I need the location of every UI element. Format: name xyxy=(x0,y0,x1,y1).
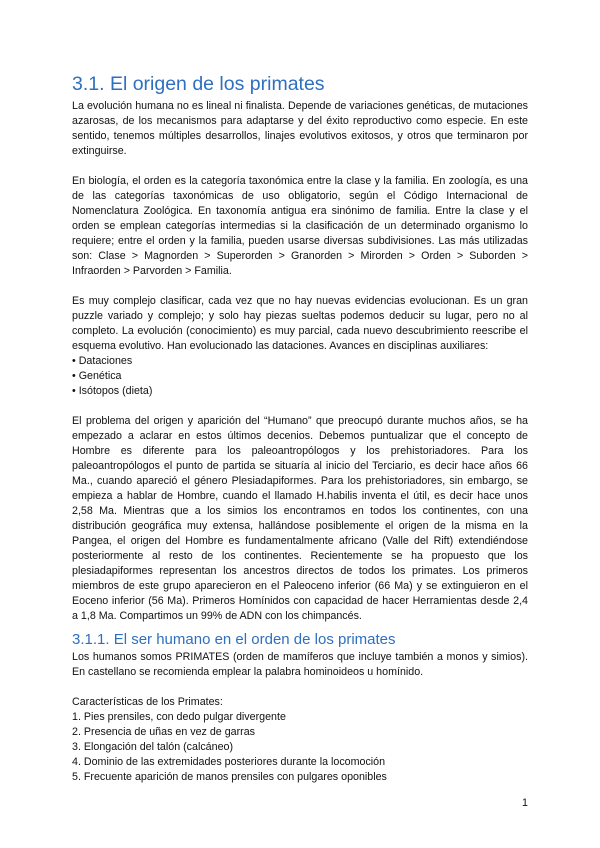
paragraph-intro: La evolución humana no es lineal ni finalista. Depende de variaciones genéticas, de mutaciones azarosas, de los mecanismos para adaptarse y del éxito reproductivo como especie. En este sentido, tenemos múltiples desarrollos, linajes evolutivos exitosos, y otros que terminaron por extinguirse. xyxy=(72,100,528,157)
list-item: 1. Pies prensiles, con dedo pulgar divergente xyxy=(72,711,286,723)
list-item: 2. Presencia de uñas en vez de garras xyxy=(72,726,255,738)
bullet-list xyxy=(72,354,528,399)
subsection-heading: 3.1.1. El ser humano en el orden de los primates xyxy=(72,631,396,648)
characteristics-list xyxy=(72,710,528,785)
section-heading: 3.1. El origen de los primates xyxy=(72,73,325,95)
list-item: 5. Frecuente aparición de manos prensiles con pulgares oponibles xyxy=(72,771,387,783)
list-item: 3. Elongación del talón (calcáneo) xyxy=(72,741,234,753)
paragraph-primates: Los humanos somos PRIMATES (orden de mamíferos que incluye también a monos y simios). En castellano se recomienda emplear la palabra hominoideos u homínido. xyxy=(72,651,528,678)
paragraph-origin: El problema del origen y aparición del “Humano” que preocupó durante muchos años, se ha empezado a aclarar en estos últimos decenios. Debemos puntualizar que el concepto de Hombre es diferente para los paleoantropólogos y los prehistoriadores. Para los paleoantropólogos el punto de partida se situaría al inicio del Terciario, es decir hace años 66 Ma., cuando apareció el género Plesiadapiformes. Para los prehistoriadores, sin embargo, se empieza a hablar de Hombre, cuando el llamado H.habilis inventa el útil, es decir hace unos 2,58 Ma. Mientras que a los simios los encontramos en todos los continentes, con una distribución geográfica muy extensa, hallándose posiblemente el origen de la misma en la Pangea, el origen del Hombre es fundamentalmente africano (Valle del Rift) extendiéndose posteriormente al resto de los continentes. Recientemente se ha propuesto que los plesiadapiformes representan los ancestros directos de todos los primates. Los primeros miembros de este grupo aparecieron en el Paleoceno inferior (66 Ma) y se extinguieron en el Eoceno inferior (56 Ma). Primeros Homínidos con capacidad de hacer Herramientas desde 2,4 a 1,8 Ma. Compartimos un 99% de ADN con los chimpancés. xyxy=(72,415,528,622)
page-number: 1 xyxy=(522,797,528,809)
list-item: • Dataciones xyxy=(72,355,133,367)
page-content xyxy=(72,71,528,785)
list-item: • Isótopos (dieta) xyxy=(72,385,153,397)
paragraph-classification: Es muy complejo clasificar, cada vez que no hay nuevas evidencias evolucionan. Es un gran puzzle variado y complejo; y solo hay piezas sueltas podemos deducir su lugar, pero no al completo. La evolución (conocimiento) es muy parcial, cada nuevo descubrimiento reescribe el esquema evolutivo. Han evolucionado las dataciones. Avances en disciplinas auxiliares: xyxy=(72,295,528,352)
characteristics-title: Características de los Primates: xyxy=(72,696,223,708)
paragraph-taxonomy: En biología, el orden es la categoría taxonómica entre la clase y la familia. En zoología, es una de las categorías taxonómicas de uso obligatorio, según el Código Internacional de Nomenclatura Zoológica. En taxonomía antigua era sinónimo de familia. Entre la clase y el orden se emplean categorías intermedias si la clasificación de un determinado organismo lo requiere; entre el orden y la familia, pueden usarse diversas subdivisiones. Las más utilizadas son: Clase > Magnorden > Superorden > Granorden > Mirorden > Orden > Suborden > Infraorden > Parvorden > Familia. xyxy=(72,175,528,277)
list-item: • Genética xyxy=(72,370,122,382)
list-item: 4. Dominio de las extremidades posteriores durante la locomoción xyxy=(72,756,386,768)
